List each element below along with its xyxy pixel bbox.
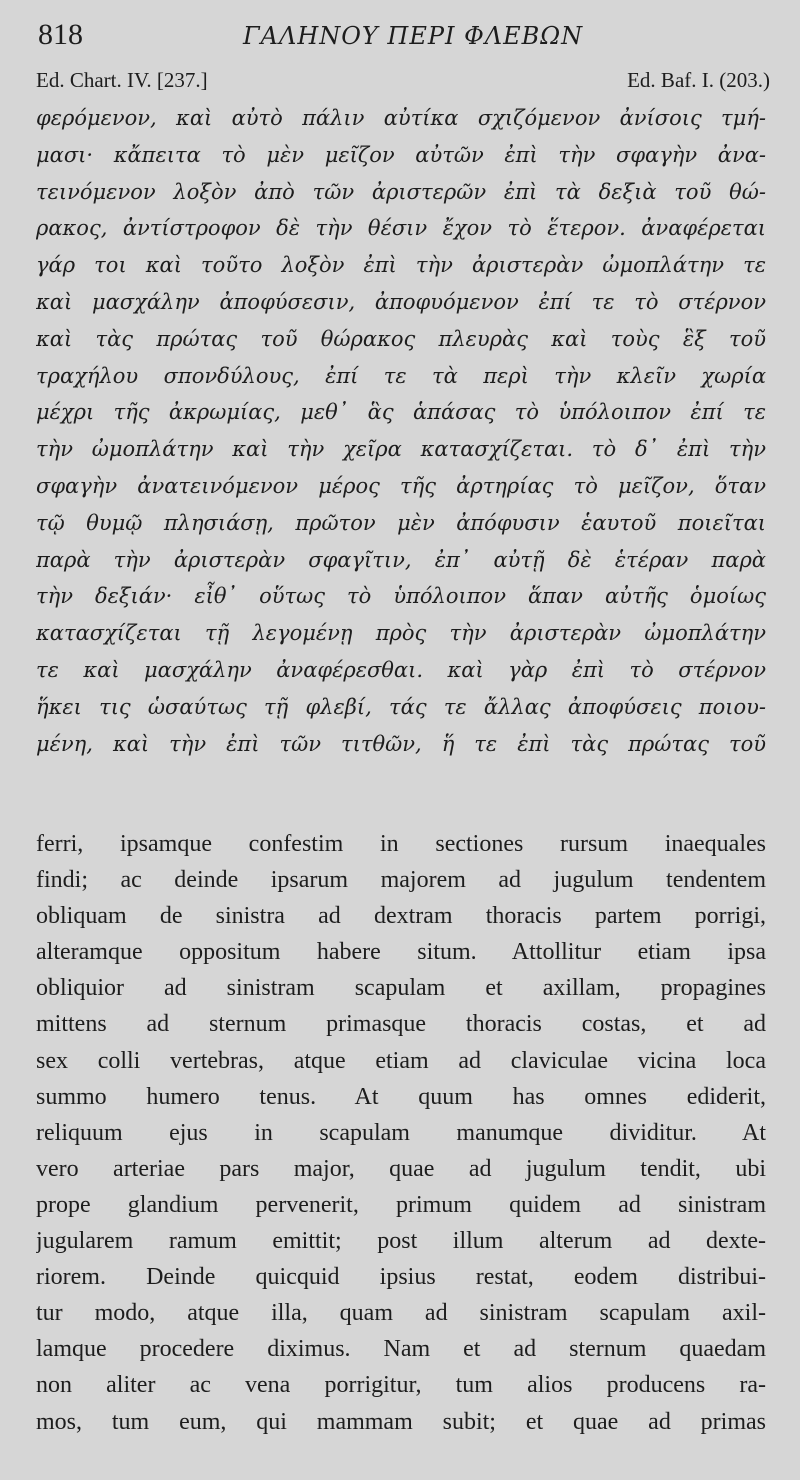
latin-line: sex colli vertebras, atque etiam ad claviculae vicina loca xyxy=(36,1047,766,1074)
latin-line: tur modo, atque illa, quam ad sinistram scapulam axil- xyxy=(36,1300,766,1327)
latin-line: vero arteriae pars major, quae ad jugulum tendit, ubi xyxy=(36,1155,766,1182)
latin-line: findi; ac deinde ipsarum majorem ad jugulum tendentem xyxy=(36,867,766,894)
greek-line: τεινόμενον λοξὸν ἀπὸ τῶν ἀριστερῶν ἐπὶ τὰ δεξιὰ τοῦ θώ- xyxy=(36,179,766,204)
edition-reference-line xyxy=(36,68,770,98)
latin-line: summo humero tenus. At quum has omnes ediderit, xyxy=(36,1083,766,1110)
latin-line: lamque procedere diximus. Nam et ad sternum quaedam xyxy=(36,1336,766,1363)
greek-line: παρὰ τὴν ἀριστερὰν σφαγῖτιν, ἐπ᾽ αὐτῇ δὲ ἑτέραν παρὰ xyxy=(36,547,766,572)
latin-line: alteramque oppositum habere situm. Attollitur etiam ipsa xyxy=(36,939,766,966)
greek-line: σφαγὴν ἀνατεινόμενον μέρος τῆς ἀρτηρίας τὸ μεῖζον, ὅταν xyxy=(36,473,766,498)
running-title: ΓΑΛΗΝΟΥ ΠΕΡΙ ΦΛΕΒΩΝ xyxy=(243,22,584,50)
latin-line: reliquum ejus in scapulam manumque dividitur. At xyxy=(36,1119,766,1146)
latin-line: prope glandium pervenerit, primum quidem ad sinistram xyxy=(36,1191,766,1218)
greek-line: καὶ τὰς πρώτας τοῦ θώρακος πλευρὰς καὶ τοὺς ἓξ τοῦ xyxy=(36,326,766,351)
latin-line: jugularem ramum emittit; post illum alterum ad dexte- xyxy=(36,1228,766,1255)
greek-line: ρακος, ἀντίστροφον δὲ τὴν θέσιν ἔχον τὸ ἕτερον. ἀναφέρεται xyxy=(36,216,766,241)
greek-line: γάρ τοι καὶ τοῦτο λοξὸν ἐπὶ τὴν ἀριστερὰν ὠμοπλάτην τε xyxy=(36,253,766,278)
edition-reference-right: Ed. Baf. I. (203.) xyxy=(627,68,770,92)
greek-line: ἥκει τις ὡσαύτως τῇ φλεβί, τάς τε ἄλλας ἀποφύσεις ποιου- xyxy=(36,694,766,719)
latin-line: mos, tum eum, qui mammam subit; et quae ad primas xyxy=(36,1408,766,1435)
latin-line: ferri, ipsamque confestim in sectiones rursum inaequales xyxy=(36,831,766,857)
greek-text-block xyxy=(36,100,766,762)
greek-line: τῷ θυμῷ πλησιάσῃ, πρῶτον μὲν ἀπόφυσιν ἑαυτοῦ ποιεῖται xyxy=(36,510,766,535)
greek-line: μένη, καὶ τὴν ἐπὶ τῶν τιτθῶν, ἥ τε ἐπὶ τὰς πρώτας τοῦ xyxy=(36,731,766,756)
latin-line: mittens ad sternum primasque thoracis costas, et ad xyxy=(36,1011,766,1038)
greek-line: φερόμενον, καὶ αὐτὸ πάλιν αὐτίκα σχιζόμενον ἀνίσοις τμή- xyxy=(36,106,766,130)
greek-line: καὶ μασχάλην ἀποφύσεσιν, ἀποφυόμενον ἐπί τε τὸ στέρνον xyxy=(36,289,766,314)
latin-text-block xyxy=(36,826,766,1440)
greek-line: μέχρι τῆς ἀκρωμίας, μεθ᾽ ἃς ἁπάσας τὸ ὑπόλοιπον ἐπί τε xyxy=(36,400,766,425)
greek-line: κατασχίζεται τῇ λεγομένῃ πρὸς τὴν ἀριστερὰν ὠμοπλάτην xyxy=(36,621,766,646)
latin-line: non aliter ac vena porrigitur, tum alios producens ra- xyxy=(36,1372,766,1399)
greek-line: τε καὶ μασχάλην ἀναφέρεσθαι. καὶ γὰρ ἐπὶ τὸ στέρνον xyxy=(36,657,766,682)
page-number: 818 xyxy=(38,18,83,51)
latin-line: riorem. Deinde quicquid ipsius restat, eodem distribui- xyxy=(36,1264,766,1291)
greek-line: τὴν ὠμοπλάτην καὶ τὴν χεῖρα κατασχίζεται. τὸ δ᾽ ἐπὶ τὴν xyxy=(36,437,766,462)
page-header xyxy=(38,18,762,58)
latin-line: obliquam de sinistra ad dextram thoracis partem porrigi, xyxy=(36,903,766,930)
greek-line: τὴν δεξιάν· εἶθ᾽ οὕτως τὸ ὑπόλοιπον ἅπαν αὐτῆς ὁμοίως xyxy=(36,584,766,609)
latin-line: obliquior ad sinistram scapulam et axillam, propagines xyxy=(36,975,766,1002)
greek-line: τραχήλου σπονδύλους, ἐπί τε τὰ περὶ τὴν κλεῖν χωρία xyxy=(36,363,766,388)
greek-line: μασι· κἄπειτα τὸ μὲν μεῖζον αὐτῶν ἐπὶ τὴν σφαγὴν ἀνα- xyxy=(36,142,766,167)
edition-reference-left: Ed. Chart. IV. [237.] xyxy=(36,68,208,92)
